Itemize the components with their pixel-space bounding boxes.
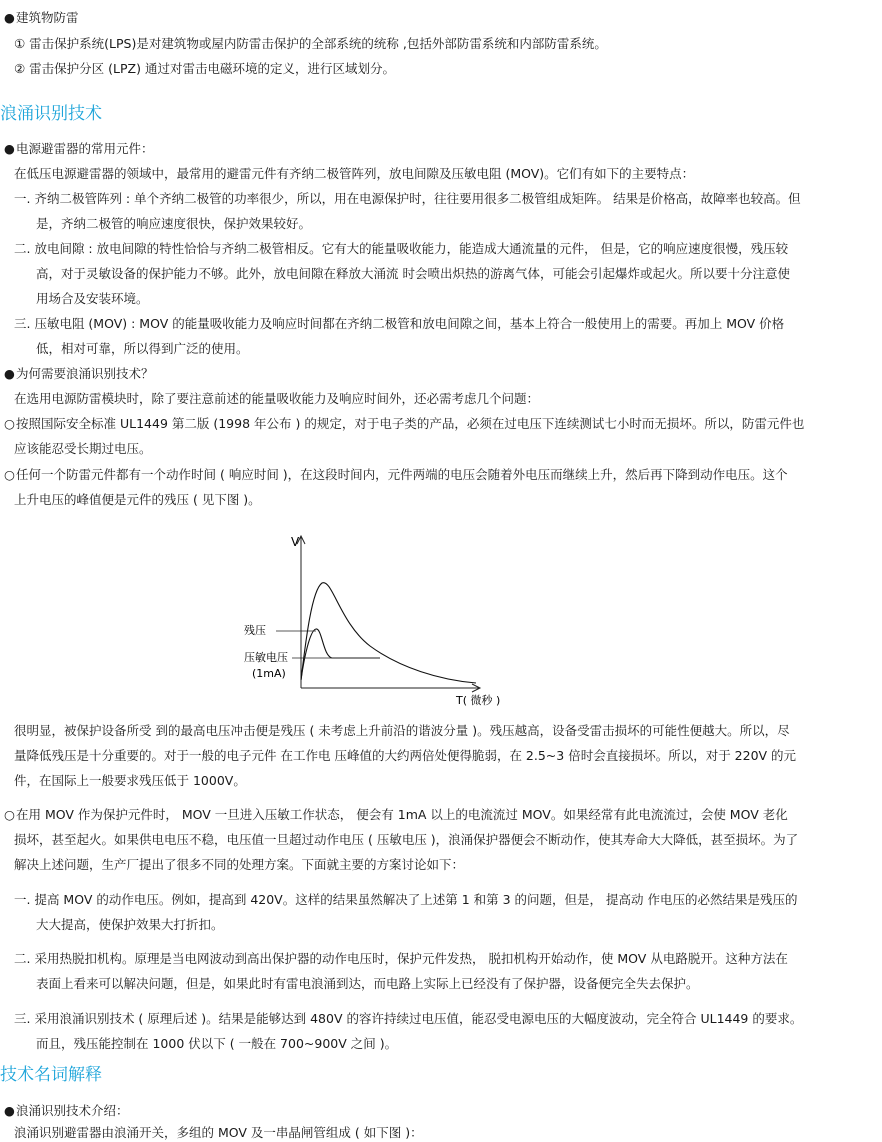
paragraph: 浪涌识别避雷器由浪涌开关，多组的 MOV 及一串晶闸管组成 ( 如下图 )： [14, 1125, 423, 1140]
paragraph: 一. 提高 MOV 的动作电压。例如，提高到 420V。这样的结果虽然解决了上述第 1 和第 3 的问题，但是， 提高动 作电压的必然结果是残压的 [14, 892, 798, 907]
item-text: 建筑物防雷 [16, 10, 79, 25]
paragraph: 高，对于灵敏设备的保护能力不够。此外，放电间隙在释放大涌流 时会喷出炽热的游离气体，可能会引起爆炸或起火。所以要十分注意使 [36, 266, 790, 281]
paragraph: 是，齐纳二极管的响应速度很快，保护效果较好。 [36, 216, 312, 231]
varistor-voltage-label: 压敏电压 [244, 651, 288, 664]
bullet: ○ [4, 416, 15, 431]
paragraph: 量降低残压是十分重要的。对于一般的电子元件 在工作电 压峰值的大约两倍处便得脆弱，在 2.5~3 倍时会直接损坏。所以，对于 220V 的元 [14, 748, 797, 763]
paragraph: 很明显，被保护设备所受 到的最高电压冲击便是残压 ( 未考虑上升前沿的谐波分量 )。残压越高，设备受雷击损坏的可能性便越大。所以，尽 [14, 723, 790, 738]
varistor-current-label: (1mA) [252, 667, 286, 680]
item-text: 浪涌识别技术介绍： [16, 1103, 129, 1118]
list-item [4, 365, 154, 383]
list-item [4, 1102, 129, 1120]
paragraph: 在选用电源防雷模块时，除了要注意前述的能量吸收能力及响应时间外，还必需考虑几个问题： [14, 391, 540, 406]
paragraph: 上升电压的峰值便是元件的残压 ( 见下图 )。 [14, 492, 261, 507]
item-text: 任何一个防雷元件都有一个动作时间 ( 响应时间 )，在这段时间内，元件两端的电压会随着外电压而继续上升，然后再下降到动作电压。这个 [16, 467, 788, 482]
bullet: ● [4, 1103, 15, 1118]
series-device-voltage [301, 629, 380, 680]
y-axis-label: V [291, 535, 300, 549]
item-text: 为何需要浪涌识别技术？ [16, 366, 154, 381]
paragraph: 大大提高，使保护效果大打折扣。 [36, 917, 224, 932]
paragraph: 而且，残压能控制在 1000 伏以下 ( 一般在 700~900V 之间 )。 [36, 1036, 398, 1051]
bullet: ○ [4, 467, 15, 482]
bullet: ● [4, 366, 15, 381]
list-item [4, 415, 804, 433]
paragraph: 用场合及安装环境。 [36, 291, 149, 306]
bullet: ○ [4, 807, 15, 822]
section-heading: 浪涌识别技术 [0, 104, 102, 124]
section-heading: 技术名词解释 [0, 1065, 102, 1085]
paragraph: 二. 放电间隙 : 放电间隙的特性恰恰与齐纳二极管相反。它有大的能量吸收能力，能造成大通流量的元件， 但是，它的响应速度很慢，残压较 [14, 241, 789, 256]
paragraph: 在低压电源避雷器的领域中，最常用的避雷元件有齐纳二极管阵列，放电间隙及压敏电阻 (MOV)。它们有如下的主要特点： [14, 166, 695, 181]
bullet: ● [4, 141, 15, 156]
paragraph: 解决上述问题，生产厂提出了很多不同的处理方案。下面就主要的方案讨论如下： [14, 857, 465, 872]
list-item [4, 140, 154, 158]
item-text: 在用 MOV 作为保护元件时， MOV 一旦进入压敏工作状态， 便会有 1mA 以上的电流流过 MOV。如果经常有此电流流过，会使 MOV 老化 [16, 807, 788, 822]
list-item [4, 9, 79, 27]
series-external-voltage [301, 583, 476, 683]
paragraph: ① 雷击保护系统(LPS)是对建筑物或屋内防雷击保护的全部系统的统称 ,包括外部防雷系统和内部防雷系统。 [14, 36, 607, 51]
paragraph: 表面上看来可以解决问题，但是，如果此时有雷电浪涌到达，而电路上实际上已经没有了保护器，设备便完全失去保护。 [36, 976, 699, 991]
x-axis-label: T( 微秒 ) [456, 694, 501, 707]
paragraph: 件，在国际上一般要求残压低于 1000V。 [14, 773, 246, 788]
item-text: 电源避雷器的常用元件： [16, 141, 154, 156]
residual-voltage-chart [240, 528, 530, 713]
list-item [4, 466, 788, 484]
paragraph: 二. 采用热脱扣机构。原理是当电网波动到高出保护器的动作电压时，保护元件发热， 脱扣机构开始动作，使 MOV 从电路脱开。这种方法在 [14, 951, 788, 966]
paragraph: 损坏，甚至起火。如果供电电压不稳，电压值一旦超过动作电压 ( 压敏电压 )，浪涌保护器便会不断动作，使其寿命大大降低，甚至损坏。为了 [14, 832, 799, 847]
bullet: ● [4, 10, 15, 25]
paragraph: 应该能忍受长期过电压。 [14, 441, 152, 456]
item-text: 按照国际安全标准 UL1449 第二版 (1998 年公布 ) 的规定，对于电子类的产品，必须在过电压下连续测试七小时而无损坏。所以，防雷元件也 [16, 416, 805, 431]
residual-voltage-label: 残压 [244, 624, 266, 637]
paragraph: ② 雷击保护分区 (LPZ) 通过对雷击电磁环境的定义，进行区域划分。 [14, 61, 395, 76]
paragraph: 低，相对可靠，所以得到广泛的使用。 [36, 341, 249, 356]
paragraph: 一. 齐纳二极管阵列 : 单个齐纳二极管的功率很少，所以，用在电源保护时，往往要用很多二极管组成矩阵。 结果是价格高，故障率也较高。但 [14, 191, 801, 206]
list-item [4, 806, 788, 824]
paragraph: 三. 采用浪涌识别技术 ( 原理后述 )。结果是能够达到 480V 的容许持续过电压值，能忍受电源电压的大幅度波动，完全符合 UL1449 的要求。 [14, 1011, 803, 1026]
paragraph: 三. 压敏电阻 (MOV) : MOV 的能量吸收能力及响应时间都在齐纳二极管和放电间隙之间，基本上符合一般使用上的需要。再加上 MOV 价格 [14, 316, 785, 331]
